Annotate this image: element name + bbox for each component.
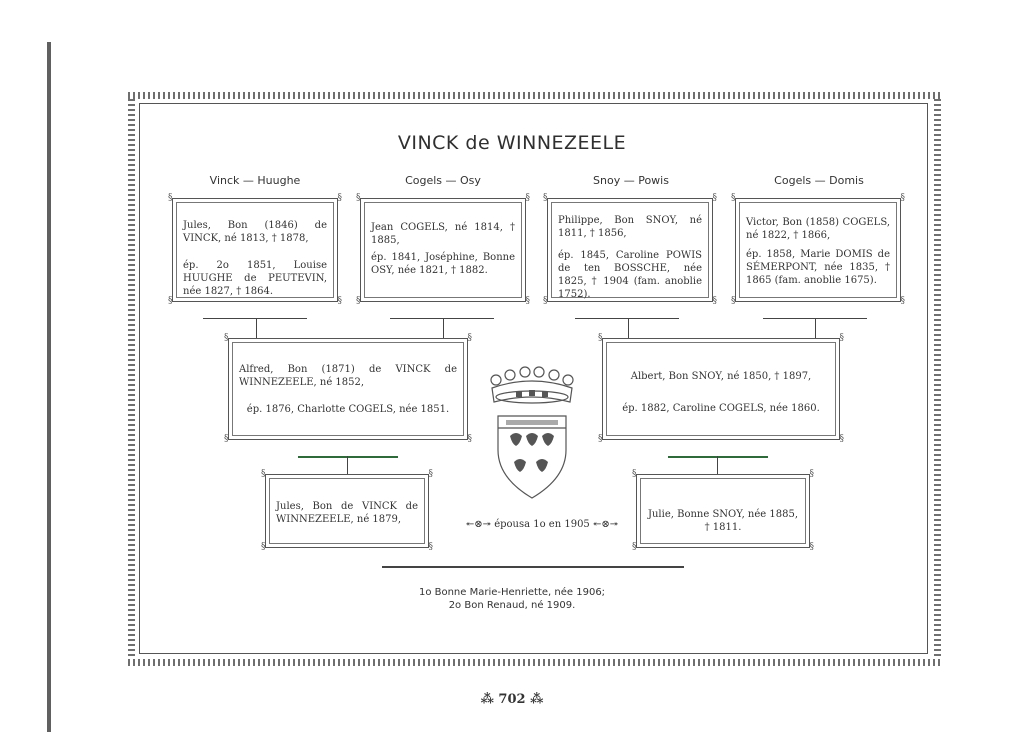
column-head-cogels-osy: Cogels — Osy <box>405 174 481 187</box>
connector-line <box>390 318 494 319</box>
grandparent-box-1: § § § § Jules, Bon (1846) de VINCK, né 1813, † 1878, ép. 2o 1851, Louise HUUGHE de PEUTEVIN, née 1827, † 1864. <box>168 193 342 306</box>
couple-jules-text: Jules, Bon de VINCK de WINNEZEELE, né 1879, <box>276 501 418 525</box>
connector-tick <box>443 318 444 338</box>
column-head-snoy-powis: Snoy — Powis <box>593 174 669 187</box>
connector-tick <box>256 318 257 338</box>
children-list <box>0 586 1024 612</box>
couple-box-julie: § § § § Julie, Bonne SNOY, née 1885, † 1811. <box>632 469 814 552</box>
page-number: ⁂ 702 ⁂ <box>480 692 544 707</box>
connector-line <box>203 318 307 319</box>
coat-of-arms-icon <box>482 366 582 502</box>
connector-tick <box>717 456 718 474</box>
parent-box-snoy: § § § § Albert, Bon SNOY, né 1850, † 1897, ép. 1882, Caroline COGELS, née 1860. <box>598 333 844 444</box>
column-head-cogels-domis: Cogels — Domis <box>774 174 864 187</box>
marriage-note: ↞⊗↠ épousa 1o en 1905 ↞⊗↠ <box>465 519 619 530</box>
child-2: 2o Bon Renaud, né 1909. <box>448 600 576 611</box>
grandparent-box-4: § § § § Victor, Bon (1858) COGELS, né 1822, † 1866, ép. 1858, Marie DOMIS de SÉMERPONT, née 1835, † 1865 (fam. anoblie 1675). <box>731 193 905 306</box>
parent-snoy-wife: ép. 1882, Caroline COGELS, née 1860. <box>622 403 820 414</box>
column-head-vinck-huughe: Vinck — Huughe <box>209 174 301 187</box>
grandparent-4-husband: Victor, Bon (1858) COGELS, né 1822, † 1866, <box>746 217 890 241</box>
connector-tick <box>347 456 348 474</box>
grandparent-3-wife: ép. 1845, Caroline POWIS de ten BOSSCHE, née 1825, † 1904 (fam. anoblie 1752). <box>558 250 702 300</box>
connector-line-green <box>298 456 398 458</box>
grandparent-box-2: § § § § Jean COGELS, né 1814, † 1885, ép. 1841, Joséphine, Bonne OSY, née 1821, † 1882. <box>356 193 530 306</box>
parent-snoy-husband: Albert, Bon SNOY, né 1850, † 1897, <box>630 371 812 382</box>
children-divider <box>382 566 684 568</box>
child-1: 1o Bonne Marie-Henriette, née 1906; <box>418 587 606 598</box>
grandparent-1-wife: ép. 2o 1851, Louise HUUGHE de PEUTEVIN, née 1827, † 1864. <box>183 260 327 297</box>
parent-vinck-husband: Alfred, Bon (1871) de VINCK de WINNEZEELE, né 1852, <box>239 364 457 388</box>
couple-julie-text: Julie, Bonne SNOY, née 1885, † 1811. <box>647 509 799 533</box>
parent-vinck-wife: ép. 1876, Charlotte COGELS, née 1851. <box>246 404 450 415</box>
grandparent-4-wife: ép. 1858, Marie DOMIS de SÉMERPONT, née 1835, † 1865 (fam. anoblie 1675). <box>746 249 890 286</box>
connector-line <box>575 318 679 319</box>
grandparent-2-husband: Jean COGELS, né 1814, † 1885, <box>371 222 515 246</box>
connector-tick <box>628 318 629 338</box>
grandparent-1-husband: Jules, Bon (1846) de VINCK, né 1813, † 1878, <box>183 220 327 244</box>
grandparent-box-3: § § § § Philippe, Bon SNOY, né 1811, † 1856, ép. 1845, Caroline POWIS de ten BOSSCHE, née 1825, † 1904 (fam. anoblie 1752). <box>543 193 717 306</box>
grandparent-2-wife: ép. 1841, Joséphine, Bonne OSY, née 1821, † 1882. <box>371 252 515 276</box>
page-title: VINCK de WINNEZEELE <box>397 132 627 154</box>
connector-tick <box>815 318 816 338</box>
grandparent-3-husband: Philippe, Bon SNOY, né 1811, † 1856, <box>558 215 702 239</box>
connector-line-green <box>668 456 768 458</box>
parent-box-vinck: § § § § Alfred, Bon (1871) de VINCK de WINNEZEELE, né 1852, ép. 1876, Charlotte COGELS, née 1851. <box>224 333 472 444</box>
couple-box-jules: § § § § Jules, Bon de VINCK de WINNEZEELE, né 1879, <box>261 469 433 552</box>
